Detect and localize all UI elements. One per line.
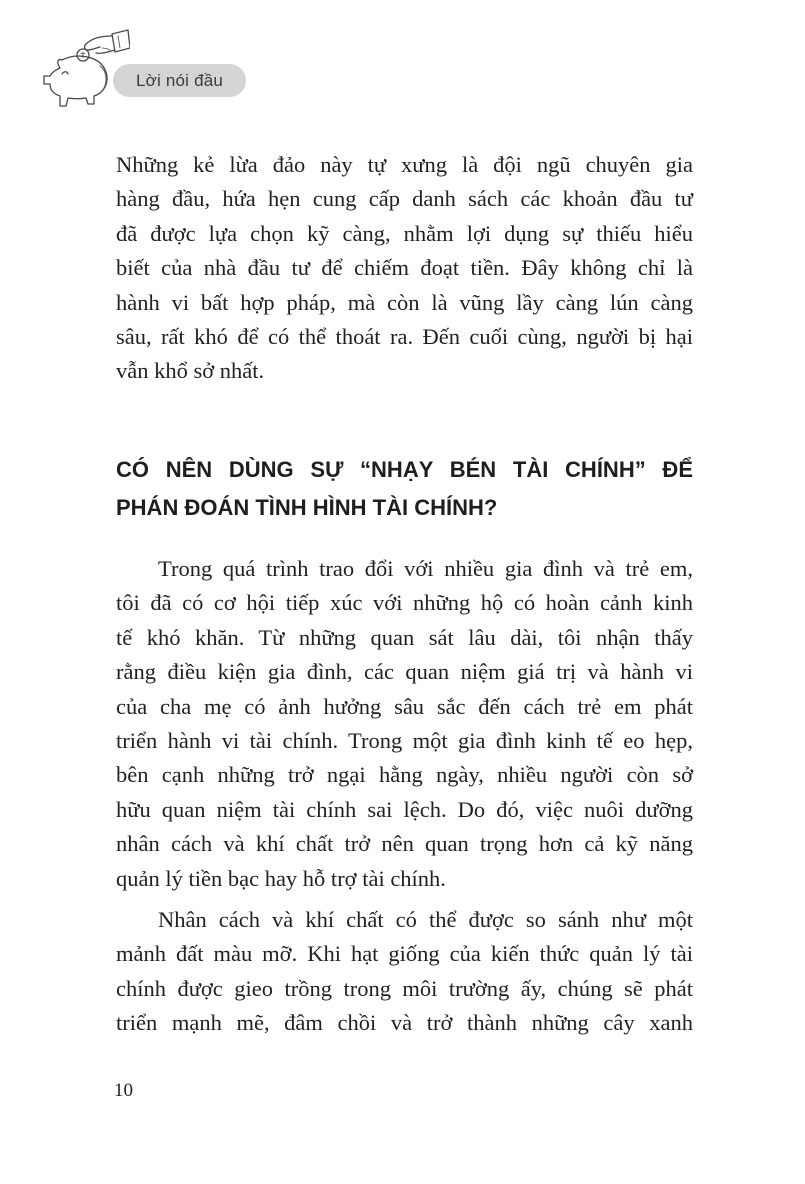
text-line: triển hành vi tài chính. Trong một gia đình kinh tế eo hẹp, [116, 728, 693, 754]
text-line: sâu, rất khó để có thể thoát ra. Đến cuối cùng, người bị hại [116, 324, 693, 350]
text-line: hàng đầu, hứa hẹn cung cấp danh sách các khoản đầu tư [116, 186, 693, 212]
text-line: chính được gieo trồng trong môi trường ấy, chúng sẽ phát [116, 975, 693, 1001]
paragraph-section-2 [116, 903, 693, 1041]
text-line: nhân cách và khí chất trở nên quan trọng hơn cả kỹ năng [116, 831, 693, 857]
text-line: mảnh đất màu mỡ. Khi hạt giống của kiến thức quản lý tài [116, 941, 693, 967]
text-line: biết của nhà đầu tư để chiếm đoạt tiền. Đây không chỉ là [116, 255, 693, 281]
chapter-label: Lời nói đầu [135, 70, 224, 90]
heading-line: PHÁN ĐOÁN TÌNH HÌNH TÀI CHÍNH? [116, 495, 498, 520]
section-heading [116, 451, 693, 527]
chapter-label-pill [113, 64, 246, 97]
text-line: Nhân cách và khí chất có thể được so sánh như một [158, 907, 693, 932]
text-line: quản lý tiền bạc hay hỗ trợ tài chính. [116, 865, 446, 891]
text-line: đã được lựa chọn kỹ càng, nhằm lợi dụng sự thiếu hiểu [116, 220, 693, 246]
text-line: Những kẻ lừa đảo này tự xưng là đội ngũ chuyên gia [116, 152, 693, 177]
paragraph-section-1 [116, 552, 693, 896]
text-line: Trong quá trình trao đổi với nhiều gia đình và trẻ em, [158, 556, 693, 581]
text-line: hữu quan niệm tài chính sai lệch. Do đó, việc nuôi dưỡng [116, 796, 693, 822]
text-line: bên cạnh những trở ngại hằng ngày, nhiều người còn sở [116, 762, 693, 788]
text-line: hành vi bất hợp pháp, mà còn là vũng lầy càng lún càng [116, 289, 693, 315]
text-line: triển mạnh mẽ, đâm chồi và trở thành những cây xanh [116, 1010, 693, 1036]
text-line: vẫn khổ sở nhất. [116, 358, 265, 384]
piggy-bank-icon [40, 22, 130, 112]
chapter-header [40, 22, 260, 112]
heading-line: CÓ NÊN DÙNG SỰ “NHẠY BÉN TÀI CHÍNH” ĐỂ [116, 457, 693, 482]
page-number: 10 [114, 1080, 133, 1101]
text-line: tôi đã có cơ hội tiếp xúc với những hộ có hoàn cảnh kinh [116, 590, 693, 616]
text-line: tế khó khăn. Từ những quan sát lâu dài, tôi nhận thấy [116, 624, 693, 650]
text-line: rằng điều kiện gia đình, các quan niệm giá trị và hành vi [116, 659, 693, 685]
text-line: của cha mẹ có ảnh hưởng sâu sắc đến cách trẻ em phát [116, 693, 693, 719]
paragraph-intro [116, 148, 693, 389]
